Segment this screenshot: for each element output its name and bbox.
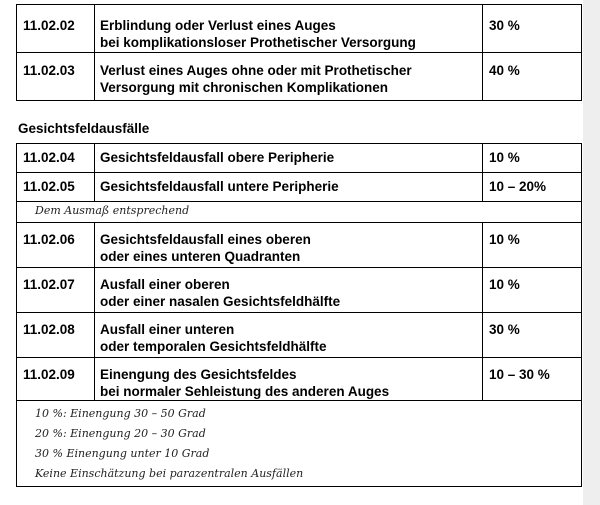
desc-line: bei normaler Sehleistung des anderen Auges <box>100 384 390 399</box>
notes-block <box>17 401 582 487</box>
visual-field-table <box>16 143 582 487</box>
row-code: 11.02.04 <box>17 144 95 173</box>
desc-line: Gesichtsfeldausfall untere Peripherie <box>100 179 339 194</box>
desc-line: Ausfall einer oberen <box>100 277 230 292</box>
note-line: 10 %: Einengung 30 – 50 Grad <box>35 407 206 420</box>
desc-line: Verlust eines Auges ohne oder mit Prothetischer <box>100 63 412 78</box>
desc-line: Gesichtsfeldausfall eines oberen <box>100 232 311 247</box>
row-code: 11.02.03 <box>17 53 95 101</box>
section-heading: Gesichtsfeldausfälle <box>18 121 150 136</box>
row-percentage: 10 % <box>483 223 582 268</box>
table-row <box>17 53 582 101</box>
table-row <box>17 268 582 313</box>
note-line: 20 %: Einengung 20 – 30 Grad <box>35 427 206 440</box>
row-description <box>95 223 483 268</box>
row-code: 11.02.09 <box>17 358 95 401</box>
row-percentage: 10 – 20% <box>483 173 582 202</box>
note-line: Keine Einschätzung bei parazentralen Ausfällen <box>35 467 304 480</box>
row-description <box>95 5 483 53</box>
table-row <box>17 144 582 173</box>
row-percentage: 30 % <box>483 5 582 53</box>
row-percentage: 10 % <box>483 144 582 173</box>
row-code: 11.02.08 <box>17 313 95 358</box>
notes-row <box>17 401 582 487</box>
row-percentage: 40 % <box>483 53 582 101</box>
desc-line: Gesichtsfeldausfall obere Peripherie <box>100 150 335 165</box>
desc-line: Erblindung oder Verlust eines Auges <box>100 18 336 33</box>
top-table <box>16 4 582 101</box>
row-code: 11.02.06 <box>17 223 95 268</box>
table-row <box>17 173 582 202</box>
row-description <box>95 268 483 313</box>
row-code: 11.02.07 <box>17 268 95 313</box>
note-line: 30 % Einengung unter 10 Grad <box>35 447 210 460</box>
page-edge-strip <box>583 0 600 505</box>
desc-line: bei komplikationsloser Prothetischer Versorgung <box>100 35 416 50</box>
table-row <box>17 313 582 358</box>
desc-line: oder temporalen Gesichtsfeldhälfte <box>100 339 327 354</box>
row-percentage: 30 % <box>483 313 582 358</box>
row-description <box>95 144 483 173</box>
note-row <box>17 202 582 223</box>
desc-line: oder einer nasalen Gesichtsfeldhälfte <box>100 294 341 309</box>
table-row <box>17 5 582 53</box>
desc-line: Ausfall einer unteren <box>100 322 235 337</box>
table-row <box>17 358 582 401</box>
row-code: 11.02.05 <box>17 173 95 202</box>
row-code: 11.02.02 <box>17 5 95 53</box>
desc-line: Versorgung mit chronischen Komplikationen <box>100 80 389 95</box>
desc-line: Einengung des Gesichtsfeldes <box>100 367 297 382</box>
table-row <box>17 223 582 268</box>
desc-line: oder eines unteren Quadranten <box>100 249 301 264</box>
note-text: Dem Ausmaß entsprechend <box>17 202 582 223</box>
row-description <box>95 53 483 101</box>
row-description <box>95 313 483 358</box>
row-description <box>95 358 483 401</box>
row-description <box>95 173 483 202</box>
row-percentage: 10 % <box>483 268 582 313</box>
row-percentage: 10 – 30 % <box>483 358 582 401</box>
